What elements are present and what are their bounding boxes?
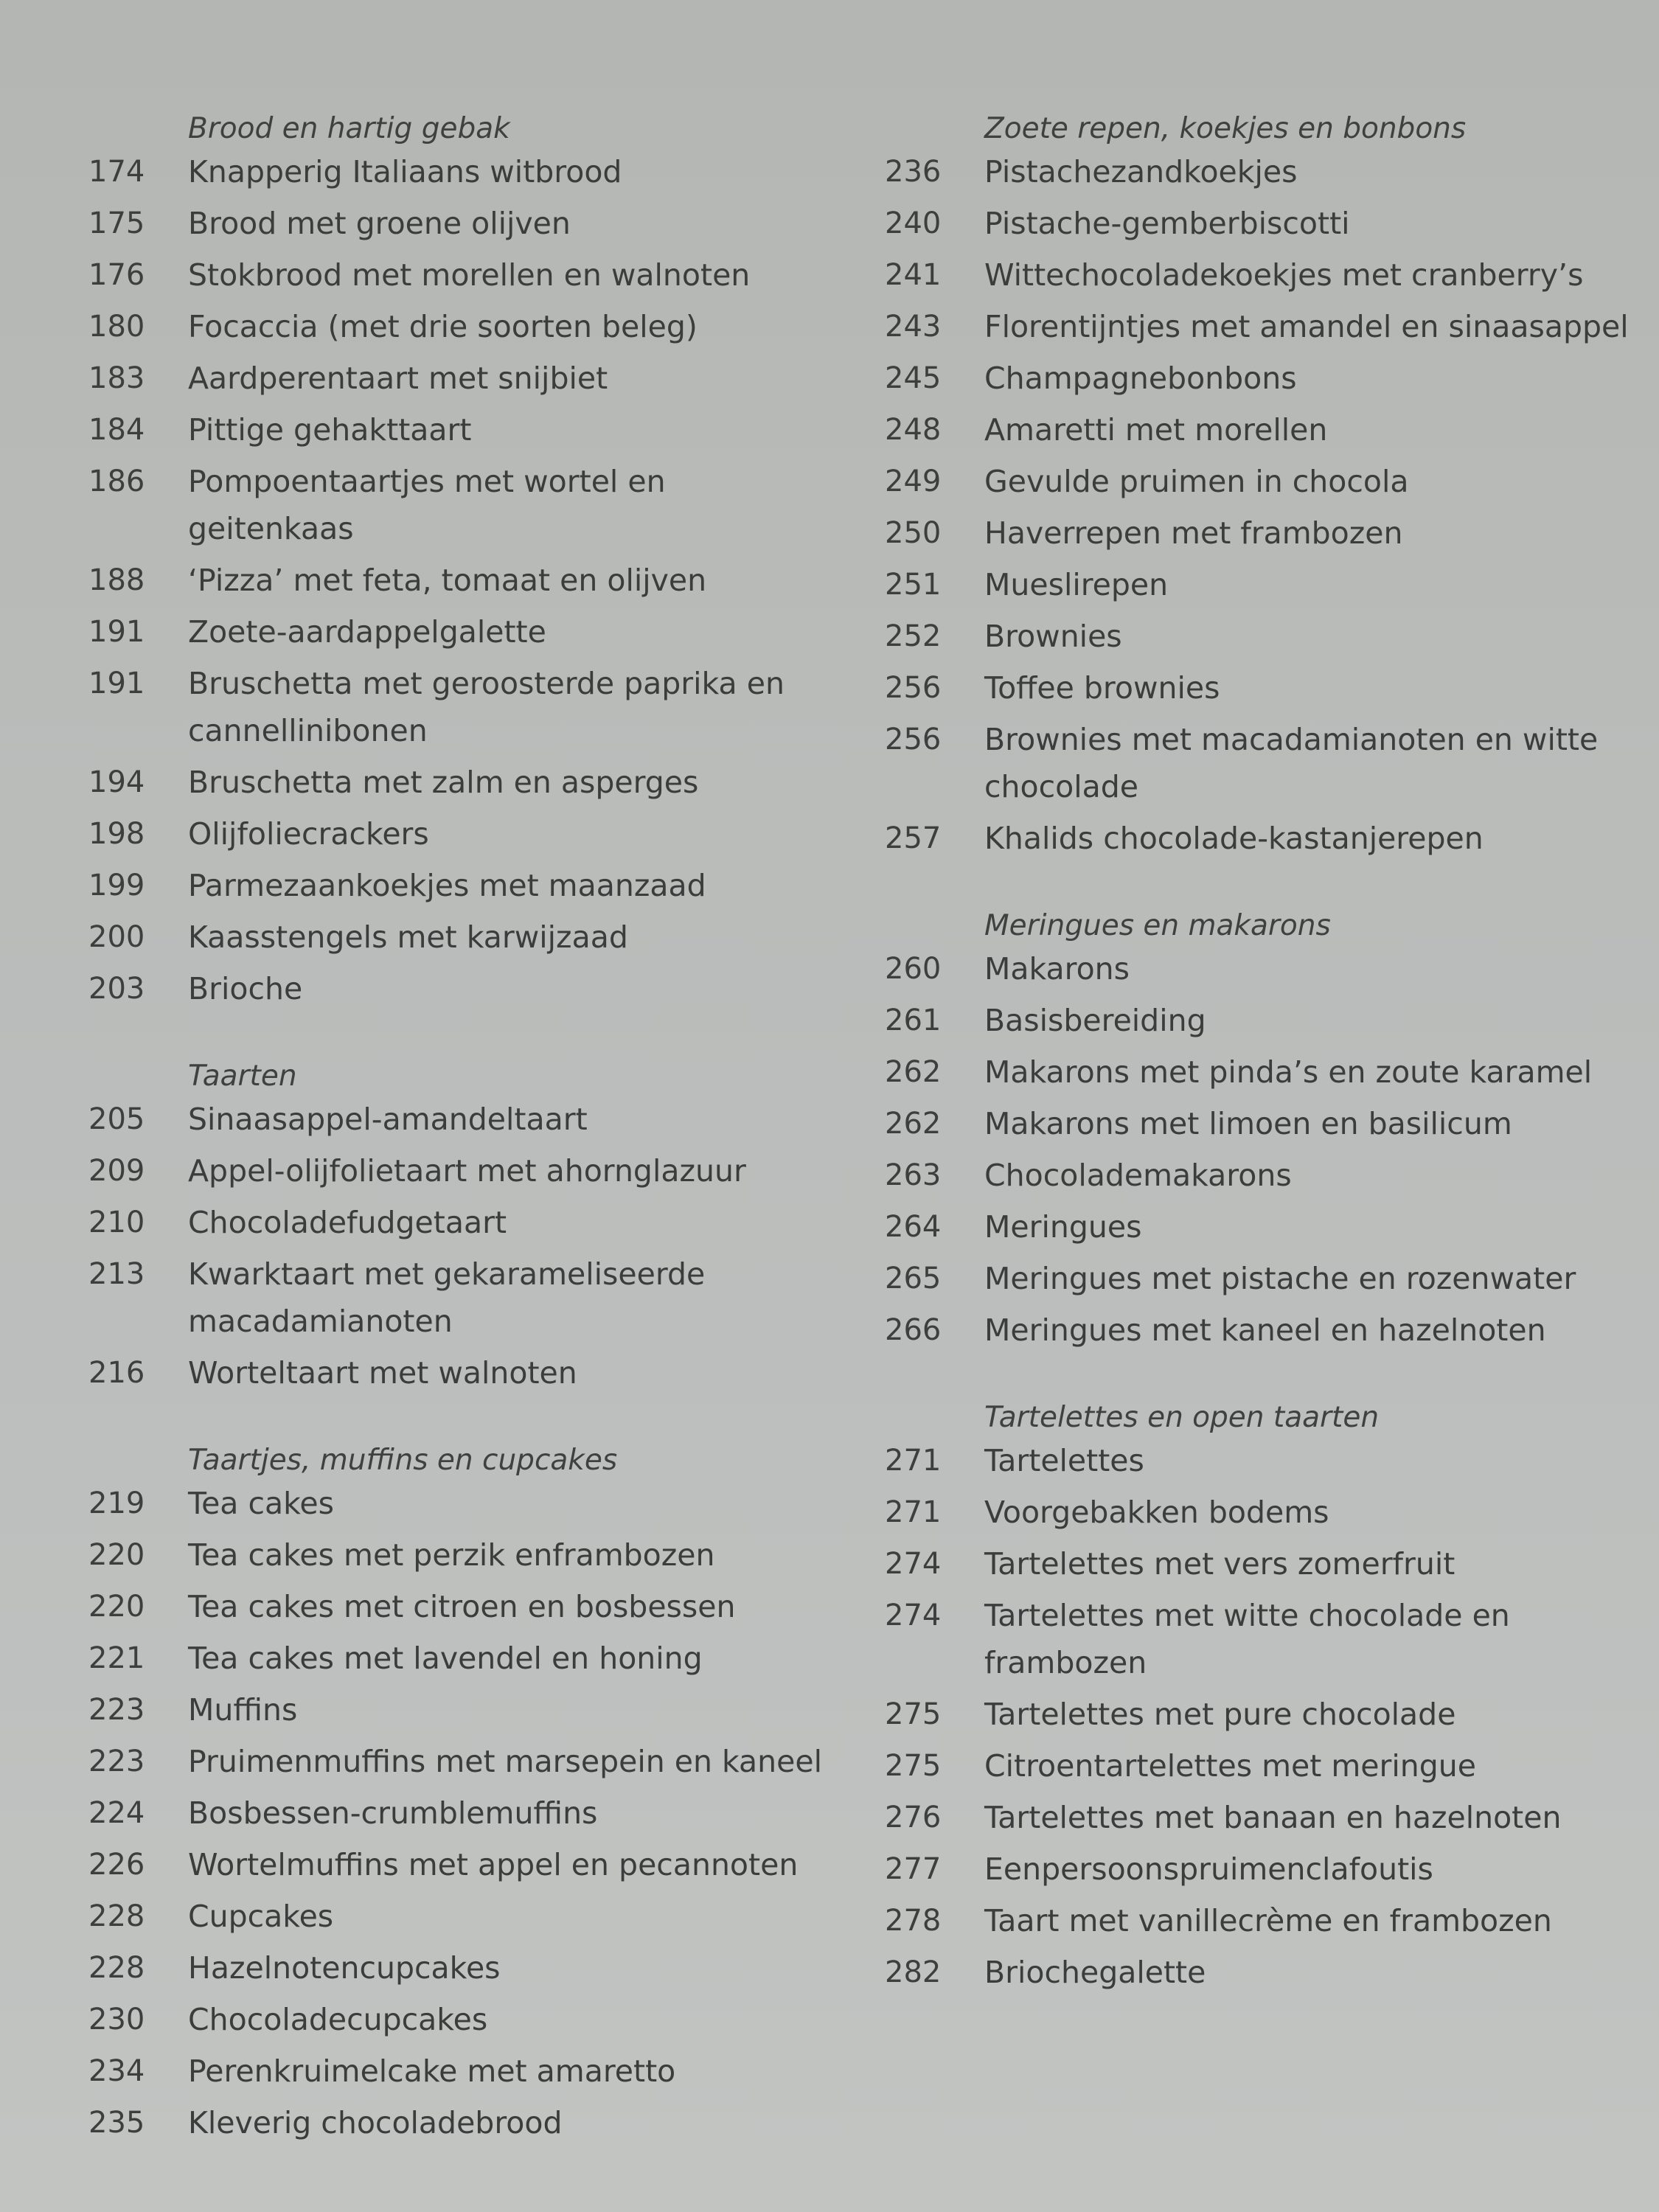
recipe-title: Pompoentaartjes met wortel en geitenkaas [188,464,666,546]
recipe-title: Kwarktaart met gekarameliseerde macadamianoten [188,1256,706,1339]
toc-entry [88,308,841,350]
page-number: 275 [885,1749,942,1783]
page-number: 213 [88,1257,145,1291]
recipe-title: Pruimenmuffins met marsepein en kaneel [188,1744,822,1779]
recipe-title: Brioche [188,971,303,1006]
toc-entry [885,1799,1637,1841]
page-number: 276 [885,1801,942,1834]
page-number: 245 [885,361,942,395]
recipe-title: Aardperentaart met snijbiet [188,361,608,396]
toc-section [885,111,1637,862]
recipe-title: Brood met groene olijven [188,206,571,241]
toc-entry [88,205,841,247]
page-number: 200 [88,920,145,954]
toc-entry [88,153,841,195]
recipe-title: Meringues [984,1209,1142,1245]
recipe-title: Tartelettes met banaan en hazelnoten [984,1800,1562,1835]
recipe-title: Bosbessen-crumblemuffins [188,1795,598,1831]
toc-entry [88,2001,841,2043]
toc-entry [885,669,1637,712]
toc-entry [88,1898,841,1940]
recipe-title: Amaretti met morellen [984,412,1328,448]
page-number: 274 [885,1599,942,1632]
recipe-title: Kaasstengels met karwijzaad [188,919,628,955]
recipe-title: Champagnebonbons [984,361,1297,396]
page-number: 271 [885,1444,942,1478]
recipe-title: Focaccia (met drie soorten beleg) [188,309,698,344]
toc-entry [88,1846,841,1888]
recipe-title: Tea cakes met lavendel en honing [188,1641,703,1676]
recipe-title: Meringues met pistache en rozenwater [984,1261,1576,1296]
toc-entry [88,1537,841,1579]
toc-entry [885,463,1637,505]
toc-entry [885,618,1637,660]
recipe-title: Khalids chocolade-kastanjerepen [984,821,1484,856]
toc-entry [88,867,841,909]
page-number: 243 [885,310,942,344]
recipe-title: Appel-olijfolietaart met ahornglazuur [188,1153,746,1189]
page-number: 277 [885,1852,942,1886]
page-number: 274 [885,1547,942,1581]
toc-entry [88,1256,841,1345]
toc-section [885,1399,1637,1996]
toc-entry [88,613,841,655]
page-number: 191 [88,615,145,649]
page-number: 249 [885,465,942,498]
page-number: 220 [88,1538,145,1572]
recipe-title: Tartelettes met pure chocolade [984,1697,1456,1732]
recipe-title: Mueslirepen [984,567,1169,602]
section-title: Brood en hartig gebak [188,112,510,145]
recipe-title: ‘Pizza’ met feta, tomaat en olijven [188,563,707,598]
toc-entry [885,205,1637,247]
page-number: 223 [88,1745,145,1778]
page-number: 216 [88,1356,145,1390]
recipe-title: Tea cakes met perzik enframbozen [188,1537,715,1573]
recipe-title: Basisbereiding [984,1003,1206,1038]
toc-entry [88,1795,841,1837]
toc-entry [88,360,841,402]
toc-section [885,908,1637,1354]
page-number: 180 [88,310,145,344]
left-column [88,111,841,2192]
page-number: 261 [885,1004,942,1037]
page-number: 219 [88,1486,145,1520]
toc-entry [88,463,841,552]
toc-entry [885,950,1637,992]
recipe-title: Pistache-gemberbiscotti [984,206,1350,241]
recipe-title: Muffins [188,1692,298,1728]
page-number: 262 [885,1107,942,1141]
page-number: 226 [88,1848,145,1882]
recipe-title: Tea cakes met citroen en bosbessen [188,1589,736,1624]
recipe-title: Chocoladefudgetaart [188,1205,507,1240]
toc-entry [88,257,841,299]
recipe-title: Stokbrood met morellen en walnoten [188,257,751,293]
section-title: Taartjes, muffins en cupcakes [188,1444,618,1477]
page-number: 228 [88,1899,145,1933]
toc-entry [885,1954,1637,1996]
toc-entry [88,815,841,858]
toc-entry [885,721,1637,810]
page-number: 194 [88,765,145,799]
page-number: 205 [88,1102,145,1136]
recipe-title: Hazelnotencupcakes [188,1950,501,1986]
page-number: 234 [88,2054,145,2088]
toc-entry [88,1101,841,1143]
toc-entry [88,1743,841,1785]
toc-entry [88,1691,841,1733]
toc-entry [88,2104,841,2146]
page-number: 265 [885,1262,942,1295]
page-number: 176 [88,258,145,292]
page-number: 256 [885,671,942,705]
toc-section [88,1058,841,1397]
toc-entry [885,566,1637,608]
toc-entry [88,1152,841,1194]
recipe-title: Voorgebakken bodems [984,1495,1329,1530]
page-number: 282 [885,1955,942,1989]
recipe-title: Gevulde pruimen in chocola [984,464,1409,499]
page-number: 257 [885,821,942,855]
toc-entry [885,1054,1637,1096]
page-number: 235 [88,2106,145,2140]
toc-entry [885,820,1637,862]
recipe-title: Taart met vanillecrème en frambozen [984,1903,1552,1938]
toc-entry [885,1442,1637,1484]
page-number: 241 [885,258,942,292]
recipe-title: Bruschetta met zalm en asperges [188,765,699,800]
recipe-title: Florentijntjes met amandel en sinaasappel [984,309,1629,344]
page-number: 248 [885,413,942,447]
toc-section [88,111,841,1012]
toc-entry [885,360,1637,402]
page-number: 263 [885,1158,942,1192]
page-number: 275 [885,1697,942,1731]
page-number: 252 [885,619,942,653]
toc-section [88,1442,841,2146]
toc-entry [885,1494,1637,1536]
toc-entry [885,308,1637,350]
toc-entry [885,1545,1637,1587]
recipe-title: Eenpersoonspruimenclafoutis [984,1851,1433,1887]
toc-entry [885,1002,1637,1044]
recipe-title: Cupcakes [188,1899,334,1934]
page-number: 191 [88,667,145,700]
page-number: 209 [88,1154,145,1188]
recipe-title: Tartelettes met vers zomerfruit [984,1546,1455,1582]
recipe-title: Makarons met limoen en basilicum [984,1106,1512,1141]
section-title: Zoete repen, koekjes en bonbons [984,112,1467,145]
page-number: 223 [88,1693,145,1727]
recipe-title: Sinaasappel-amandeltaart [188,1102,588,1137]
toc-entry [88,562,841,604]
toc-entry [88,1354,841,1397]
recipe-title: Wortelmuffins met appel en pecannoten [188,1847,799,1882]
page-number: 221 [88,1641,145,1675]
section-title: Meringues en makarons [984,909,1331,942]
page-number: 228 [88,1951,145,1985]
page-number: 256 [885,723,942,757]
page-number: 220 [88,1590,145,1624]
page-number: 262 [885,1055,942,1089]
page-number: 260 [885,952,942,986]
recipe-title: Kleverig chocoladebrood [188,2105,563,2140]
recipe-title: Haverrepen met frambozen [984,515,1403,551]
recipe-title: Meringues met kaneel en hazelnoten [984,1312,1546,1348]
toc-entry [88,1950,841,1992]
toc-entry [885,1157,1637,1199]
recipe-title: Brownies [984,619,1122,654]
page-number: 278 [885,1904,942,1938]
page-number: 210 [88,1206,145,1239]
recipe-title: Tartelettes [984,1443,1144,1478]
recipe-title: Parmezaankoekjes met maanzaad [188,868,706,903]
recipe-title: Chocoladecupcakes [188,2002,488,2037]
page-number: 183 [88,361,145,395]
recipe-title: Perenkruimelcake met amaretto [188,2053,676,2089]
page-number: 199 [88,869,145,902]
recipe-title: Makarons met pinda’s en zoute karamel [984,1054,1593,1090]
page-number: 203 [88,972,145,1006]
page-number: 250 [885,516,942,550]
recipe-title: Wittechocoladekoekjes met cranberry’s [984,257,1584,293]
recipe-title: Bruschetta met geroosterde paprika en cannellinibonen [188,666,785,748]
recipe-title: Zoete-aardappelgalette [188,614,546,650]
toc-entry [88,764,841,806]
toc-entry [885,257,1637,299]
toc-entry [88,1204,841,1246]
recipe-title: Tartelettes met witte chocolade en frambozen [984,1598,1510,1680]
page-number: 266 [885,1313,942,1347]
toc-entry [88,970,841,1012]
toc-entry [88,665,841,754]
toc-entry [885,1696,1637,1738]
recipe-title: Brownies met macadamianoten en witte chocolade [984,722,1599,804]
page-number: 188 [88,563,145,597]
toc-entry [885,153,1637,195]
right-column [885,111,1637,2042]
page-number: 186 [88,465,145,498]
page-number: 184 [88,413,145,447]
recipe-title: Knapperig Italiaans witbrood [188,154,622,189]
toc-entry [885,1597,1637,1686]
page-number: 264 [885,1210,942,1244]
recipe-title: Worteltaart met walnoten [188,1355,577,1391]
toc-entry [885,1851,1637,1893]
toc-entry [885,1208,1637,1251]
page-number: 198 [88,817,145,851]
toc-entry [88,1640,841,1682]
toc-entry [885,1312,1637,1354]
section-title: Taarten [188,1060,297,1093]
page-number: 175 [88,206,145,240]
recipe-title: Chocolademakarons [984,1158,1292,1193]
toc-entry [885,411,1637,453]
page-number: 271 [885,1495,942,1529]
recipe-title: Pistachezandkoekjes [984,154,1298,189]
toc-entry [885,1902,1637,1944]
toc-entry [88,1588,841,1630]
toc-entry [885,515,1637,557]
page-number: 251 [885,568,942,602]
toc-entry [885,1260,1637,1302]
page-number: 240 [885,206,942,240]
toc-entry [88,919,841,961]
recipe-title: Tea cakes [188,1486,334,1521]
recipe-title: Olijfoliecrackers [188,816,429,852]
recipe-title: Briochegalette [984,1955,1206,1990]
toc-entry [88,2053,841,2095]
toc-entry [88,1485,841,1527]
toc-entry [885,1747,1637,1790]
recipe-title: Makarons [984,951,1130,987]
recipe-title: Pittige gehakttaart [188,412,472,448]
toc-entry [885,1105,1637,1147]
section-title: Tartelettes en open taarten [984,1401,1380,1434]
page-number: 224 [88,1796,145,1830]
recipe-title: Citroentartelettes met meringue [984,1748,1476,1784]
page-number: 236 [885,155,942,189]
recipe-title: Toffee brownies [984,670,1220,706]
page-number: 174 [88,155,145,189]
page-number: 230 [88,2003,145,2037]
toc-entry [88,411,841,453]
